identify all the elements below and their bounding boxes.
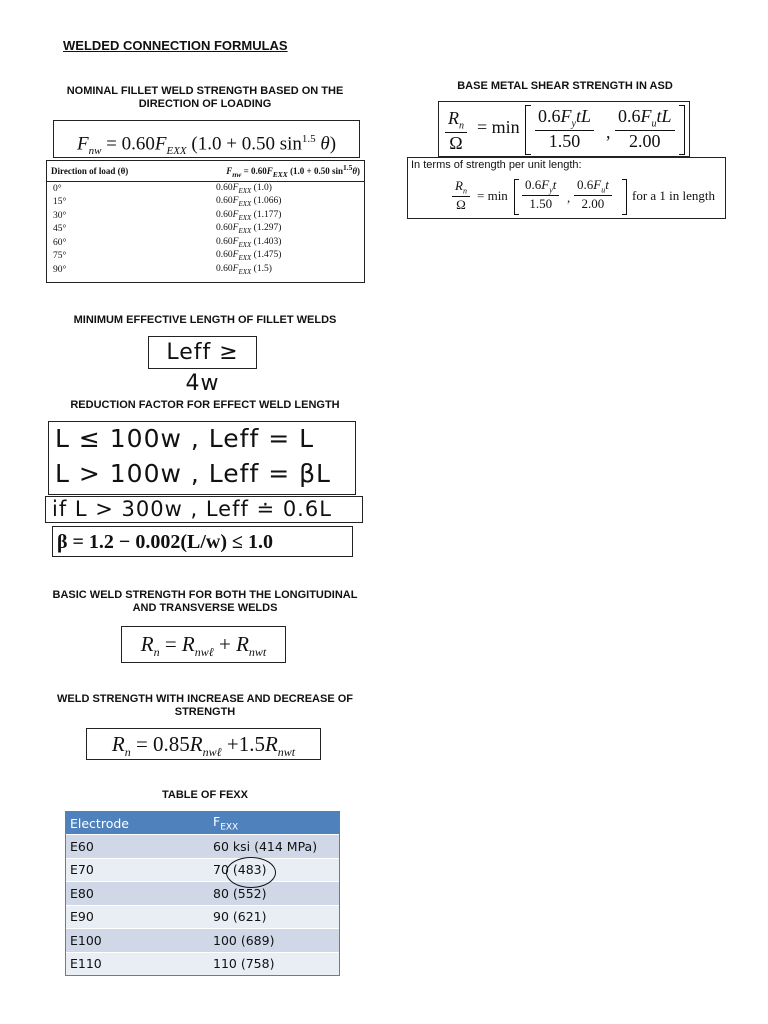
direction-table — [46, 160, 365, 283]
electrode-cell: E70 — [66, 858, 209, 882]
fexx-cell: 110 (758) — [209, 952, 339, 975]
reduction-box — [48, 421, 356, 495]
fexx-cell: 100 (689) — [209, 929, 339, 953]
fexx-cell: 60 ksi (414 MPa) — [209, 835, 339, 859]
min-length-heading: MINIMUM EFFECTIVE LENGTH OF FILLET WELDS — [73, 314, 337, 326]
reduction-line-3: if L > 300w , Leff ≐ 0.6L — [52, 497, 332, 521]
electrode-cell: E110 — [66, 952, 209, 975]
direction-value: $0.60F_{EXX}$ (1.177) — [216, 209, 282, 222]
reduction-line-1: L ≤ 100w , Leff = L — [55, 424, 315, 453]
reduction-heading: REDUCTION FACTOR FOR EFFECT WELD LENGTH — [70, 399, 340, 411]
fexx-row — [66, 929, 339, 953]
base-metal-formula: $\frac{R_n}{\Omega}$ = min $0.6F_ytL$ 1.50 , $0.6F_utL$ 2.00 — [438, 101, 690, 157]
direction-value: $0.60F_{EXX}$ (1.066) — [216, 196, 282, 208]
direction-header: Direction of load (θ) — [47, 161, 166, 181]
direction-angle: 30° — [53, 210, 67, 221]
circle-annotation — [226, 857, 276, 888]
electrode-cell: E80 — [66, 882, 209, 906]
increase-formula: $R_n = 0.85R_{nw\ell} +1.5R_{nwt}$ — [86, 728, 321, 760]
fillet-heading: NOMINAL FILLET WELD STRENGTH BASED ON THE DIRECTION OF LOADING — [66, 85, 344, 110]
direction-row — [47, 209, 364, 223]
fexx-row — [66, 952, 339, 975]
direction-value: $0.60F_{EXX}$ (1.0) — [216, 182, 272, 195]
fexx-heading: TABLE OF FEXX — [162, 789, 248, 801]
fexx-cell: 80 (552) — [209, 882, 339, 906]
fexx-cell: 70 (483) — [209, 858, 339, 882]
increase-heading: WELD STRENGTH WITH INCREASE AND DECREASE OF STRENGTH — [57, 693, 353, 718]
fexx-row — [66, 835, 339, 859]
reduction-line-3-box — [45, 496, 363, 523]
direction-value: $0.60F_{EXX}$ (1.297) — [216, 223, 282, 235]
unit-length-suffix: for a 1 in length — [632, 188, 716, 203]
direction-row — [47, 263, 364, 277]
electrode-cell: E60 — [66, 835, 209, 859]
direction-row — [47, 236, 364, 250]
direction-angle: 75° — [53, 251, 67, 262]
direction-value: $0.60F_{EXX}$ (1.5) — [216, 263, 272, 276]
direction-row — [47, 195, 364, 209]
direction-row — [47, 222, 364, 236]
basic-heading: BASIC WELD STRENGTH FOR BOTH THE LONGITUDINAL AND TRANSVERSE WELDS — [52, 589, 358, 614]
direction-row — [47, 249, 364, 263]
direction-angle: 45° — [53, 224, 67, 235]
direction-angle: 90° — [53, 264, 67, 275]
fexx-table — [65, 811, 340, 976]
basic-formula: $R_n = R_{nw\ell} + R_{nwt}$ — [121, 626, 286, 663]
fexx-row — [66, 858, 339, 882]
direction-row — [47, 181, 364, 195]
reduction-line-2: L > 100w , Leff = βL — [55, 459, 331, 488]
fexx-row — [66, 905, 339, 929]
page-title: WELDED CONNECTION FORMULAS — [63, 38, 288, 53]
direction-value: $0.60F_{EXX}$ (1.475) — [216, 250, 282, 262]
direction-value: $0.60F_{EXX}$ (1.403) — [216, 236, 282, 249]
electrode-cell: E100 — [66, 929, 209, 953]
direction-angle: 0° — [53, 183, 62, 194]
fexx-row — [66, 882, 339, 906]
unit-length-formula: $\frac{R_n}{\Omega}$ = min $0.6F_yt$ 1.50 , $0.6F_ut$ 2.00 for a 1 in length — [452, 176, 722, 216]
fnw-header: $F_{nw} = 0.60F_{EXX}$ (1.0 + 0.50 $\sin^{1.5}\theta$) — [166, 161, 364, 181]
min-length-formula: Leff ≥ 4w — [148, 336, 257, 369]
fillet-formula: $F_{nw} = 0.60F_{EXX}$ (1.0 + 0.50 $\sin^{1.5} \theta$) — [53, 120, 360, 158]
unit-length-note: In terms of strength per unit length: — [411, 159, 582, 171]
electrode-cell: E90 — [66, 905, 209, 929]
beta-formula: β = 1.2 − 0.002(L/w) ≤ 1.0 — [52, 526, 353, 557]
direction-angle: 15° — [53, 197, 67, 208]
base-metal-unit-box — [407, 157, 726, 219]
direction-angle: 60° — [53, 237, 67, 248]
electrode-header: Electrode — [66, 812, 209, 835]
fexx-cell: 90 (621) — [209, 905, 339, 929]
base-metal-heading: BASE METAL SHEAR STRENGTH IN ASD — [457, 80, 673, 92]
fexx-header: $F_{EXX}$ — [209, 812, 339, 835]
